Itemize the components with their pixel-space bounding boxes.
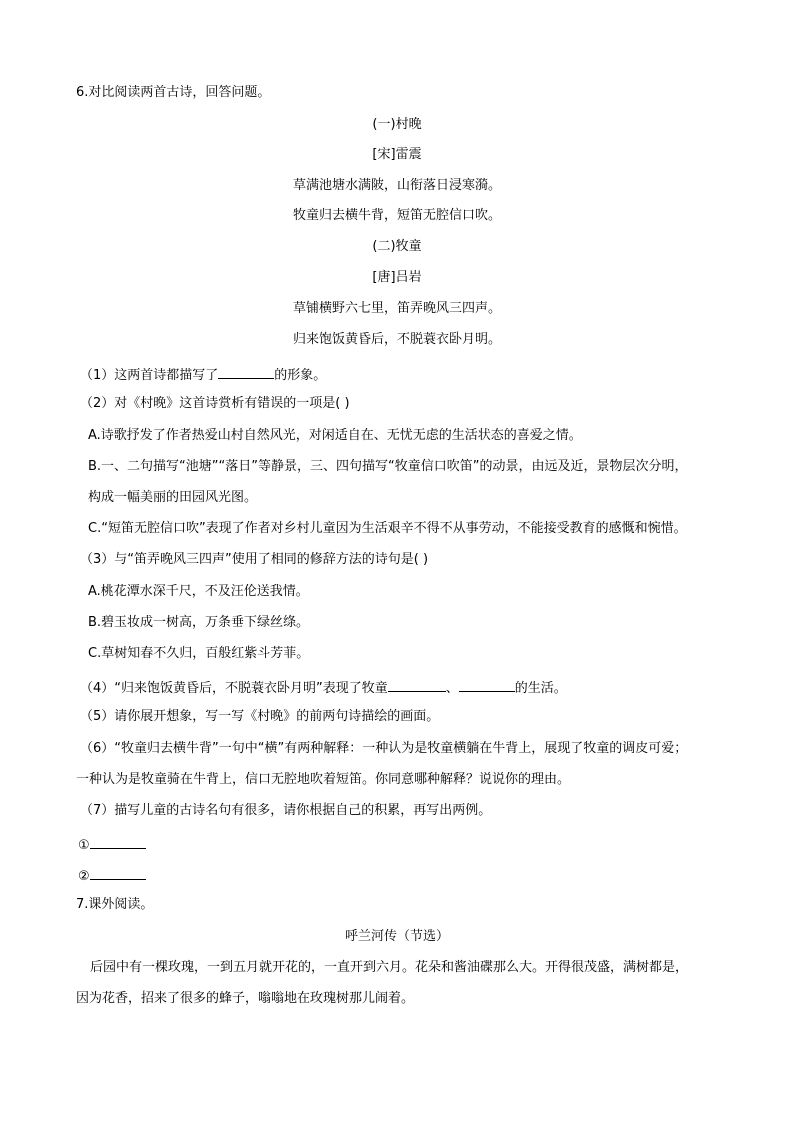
article-title: 呼兰河传（节选） [344, 929, 449, 944]
option-b-continued: 构成一幅美丽的田园风光图。 [88, 490, 258, 505]
poem-1-line: 草满池塘水满陂，山衔落日浸寒漪。 [292, 178, 501, 193]
poem-1-title: (一)村晚 [372, 117, 422, 132]
answer-blank[interactable] [459, 677, 515, 692]
sub-question-4 [80, 677, 567, 698]
sub-question-1-post: 的形象。 [274, 368, 327, 383]
circled-number: ① [78, 838, 90, 853]
answer-blank[interactable] [388, 677, 446, 692]
option-b: B.一、二句描写“池塘”“落日”等静景，三、四句描写“牧童信口吹笛”的动景，由远及近，景物层次分明， [88, 459, 688, 474]
poem-2-line: 草铺横野六七里，笛弄晚风三四声。 [292, 301, 501, 316]
sub-question-4-pre: （4）“归来饱饭黄昏后，不脱蓑衣卧月明”表现了牧童 [80, 681, 388, 696]
sub-question-5: （5）请你展开想象，写一写《村晚》的前两句诗描绘的画面。 [80, 709, 440, 724]
sub-question-2-stem: （2）对《村晚》这首诗赏析有错误的一项是( ) [80, 396, 350, 411]
sub-question-6-line: 一种认为是牧童骑在牛背上，信口无腔地吹着短笛。你同意哪种解释？说说你的理由。 [76, 772, 571, 787]
answer-blank[interactable] [90, 834, 146, 849]
option-b: B.碧玉妆成一树高，万条垂下绿丝绦。 [88, 615, 310, 630]
sub-question-7: （7）描写儿童的古诗名句有很多，请你根据自己的积累，再写出两例。 [80, 803, 492, 818]
poem-1-author: [宋]雷震 [372, 147, 422, 162]
sub-question-1-pre: （1）这两首诗都描写了 [80, 368, 219, 383]
poem-2-title: (二)牧童 [372, 239, 422, 254]
poem-2-author: [唐]吕岩 [372, 270, 422, 285]
sub-question-3-stem: （3）与“笛弄晚风三四声”使用了相同的修辞方法的诗句是( ) [80, 552, 429, 567]
option-a: A.诗歌抒发了作者热爱山村自然风光，对闲适自在、无忧无虑的生活状态的喜爱之情。 [88, 428, 582, 443]
answer-line-2 [78, 865, 146, 886]
answer-blank[interactable] [90, 865, 146, 880]
circled-number: ② [78, 869, 90, 884]
poem-2-line: 归来饱饭黄昏后，不脱蓑衣卧月明。 [292, 332, 501, 347]
option-a: A.桃花潭水深千尺，不及汪伦送我情。 [88, 584, 309, 599]
sub-question-4-mid: 、 [445, 681, 459, 696]
option-c: C.草树知春不久归，百般红紫斗芳菲。 [88, 646, 310, 661]
question-6-title: 6.对比阅读两首古诗，回答问题。 [76, 85, 271, 100]
poem-1-line: 牧童归去横牛背，短笛无腔信口吹。 [292, 208, 501, 223]
question-7-title: 7.课外阅读。 [76, 897, 154, 912]
paragraph-line: 后园中有一棵玫瑰，一到五月就开花的，一直开到六月。花朵和酱油碟那么大。开得很茂盛，满树都是， [90, 960, 689, 975]
sub-question-4-post: 的生活。 [514, 681, 567, 696]
sub-question-6-line: （6）“牧童归去横牛背”一句中“横”有两种解释：一种认为是牧童横躺在牛背上，展现了牧童的调皮可爱； [80, 741, 688, 756]
paragraph-line: 因为花香，招来了很多的蜂子，嗡嗡地在玫瑰树那儿闹着。 [76, 991, 415, 1006]
answer-blank[interactable] [218, 364, 274, 379]
option-c: C.“短笛无腔信口吹”表现了作者对乡村儿童因为生活艰辛不得不从事劳动，不能接受教育的感慨和惋惜。 [88, 521, 687, 536]
answer-line-1 [78, 834, 146, 855]
sub-question-1 [80, 364, 326, 385]
